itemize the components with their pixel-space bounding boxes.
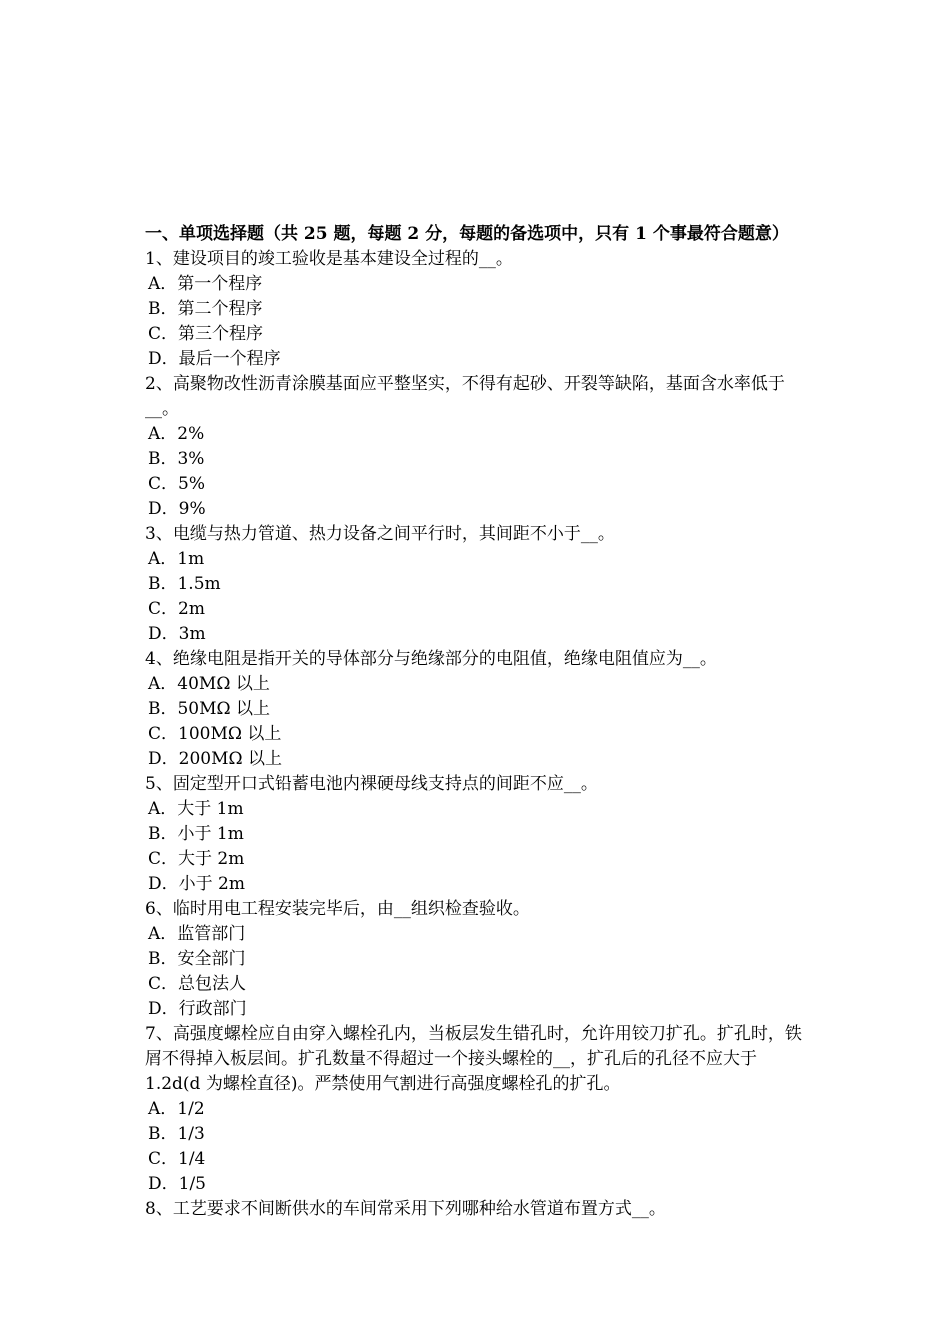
answer-option: C．100MΩ 以上 (148, 724, 282, 744)
answer-option: A．2% (148, 424, 205, 444)
section-title: 一、单项选择题（共 25 题，每题 2 分，每题的备选项中，只有 1 个事最符合题意） (145, 224, 789, 244)
question-stem: 6、临时用电工程安装完毕后，由__组织检查验收。 (145, 899, 530, 919)
question-item (145, 1022, 815, 1197)
question-item (145, 647, 815, 772)
answer-option: B．3% (148, 449, 205, 469)
answer-option: B．1.5m (148, 574, 221, 594)
answer-option: A．40MΩ 以上 (148, 674, 270, 694)
document-body (145, 222, 815, 1222)
answer-option: D．200MΩ 以上 (148, 749, 282, 769)
question-stem: 8、工艺要求不间断供水的车间常采用下列哪种给水管道布置方式__。 (145, 1199, 666, 1219)
answer-option: C．大于 2m (148, 849, 245, 869)
answer-option: B．小于 1m (148, 824, 244, 844)
answer-option: D．行政部门 (148, 999, 247, 1019)
answer-option: A．监管部门 (148, 924, 246, 944)
answer-option: A．1/2 (148, 1099, 205, 1119)
question-item (145, 897, 815, 1022)
answer-option: A．大于 1m (148, 799, 244, 819)
answer-option: D．小于 2m (148, 874, 245, 894)
question-item (145, 247, 815, 372)
question-item (145, 772, 815, 897)
question-stem: 5、固定型开口式铅蓄电池内裸硬母线支持点的间距不应__。 (145, 774, 598, 794)
answer-option: C．总包法人 (148, 974, 247, 994)
answer-option: D．3m (148, 624, 206, 644)
answer-option: A．1m (148, 549, 205, 569)
question-stem: 4、绝缘电阻是指开关的导体部分与绝缘部分的电阻值，绝缘电阻值应为__。 (145, 649, 717, 669)
answer-option: B．安全部门 (148, 949, 246, 969)
answer-option: D．9% (148, 499, 206, 519)
answer-option: C．2m (148, 599, 205, 619)
answer-option: A．第一个程序 (148, 274, 263, 294)
answer-option: C．第三个程序 (148, 324, 264, 344)
answer-option: C．5% (148, 474, 205, 494)
answer-option: D．1/5 (148, 1174, 206, 1194)
question-item (145, 1197, 815, 1222)
answer-option: D．最后一个程序 (148, 349, 281, 369)
question-list (145, 247, 815, 1222)
answer-option: B．1/3 (148, 1124, 205, 1144)
question-item (145, 372, 815, 522)
question-item (145, 522, 815, 647)
answer-option: B．50MΩ 以上 (148, 699, 271, 719)
answer-option: B．第二个程序 (148, 299, 263, 319)
question-stem: 7、高强度螺栓应自由穿入螺栓孔内，当板层发生错孔时，允许用铰刀扩孔。扩孔时，铁屑不得掉入板层间。扩孔数量不得超过一个接头螺栓的__，扩孔后的孔径不应大于 1.2d(d 为螺栓直径)。严禁使用气割进行高强度螺栓孔的扩孔。 (145, 1024, 802, 1094)
question-stem: 2、高聚物改性沥青涂膜基面应平整坚实，不得有起砂、开裂等缺陷，基面含水率低于__。 (145, 374, 785, 419)
question-stem: 1、建设项目的竣工验收是基本建设全过程的__。 (145, 249, 513, 269)
question-stem: 3、电缆与热力管道、热力设备之间平行时，其间距不小于__。 (145, 524, 615, 544)
answer-option: C．1/4 (148, 1149, 206, 1169)
